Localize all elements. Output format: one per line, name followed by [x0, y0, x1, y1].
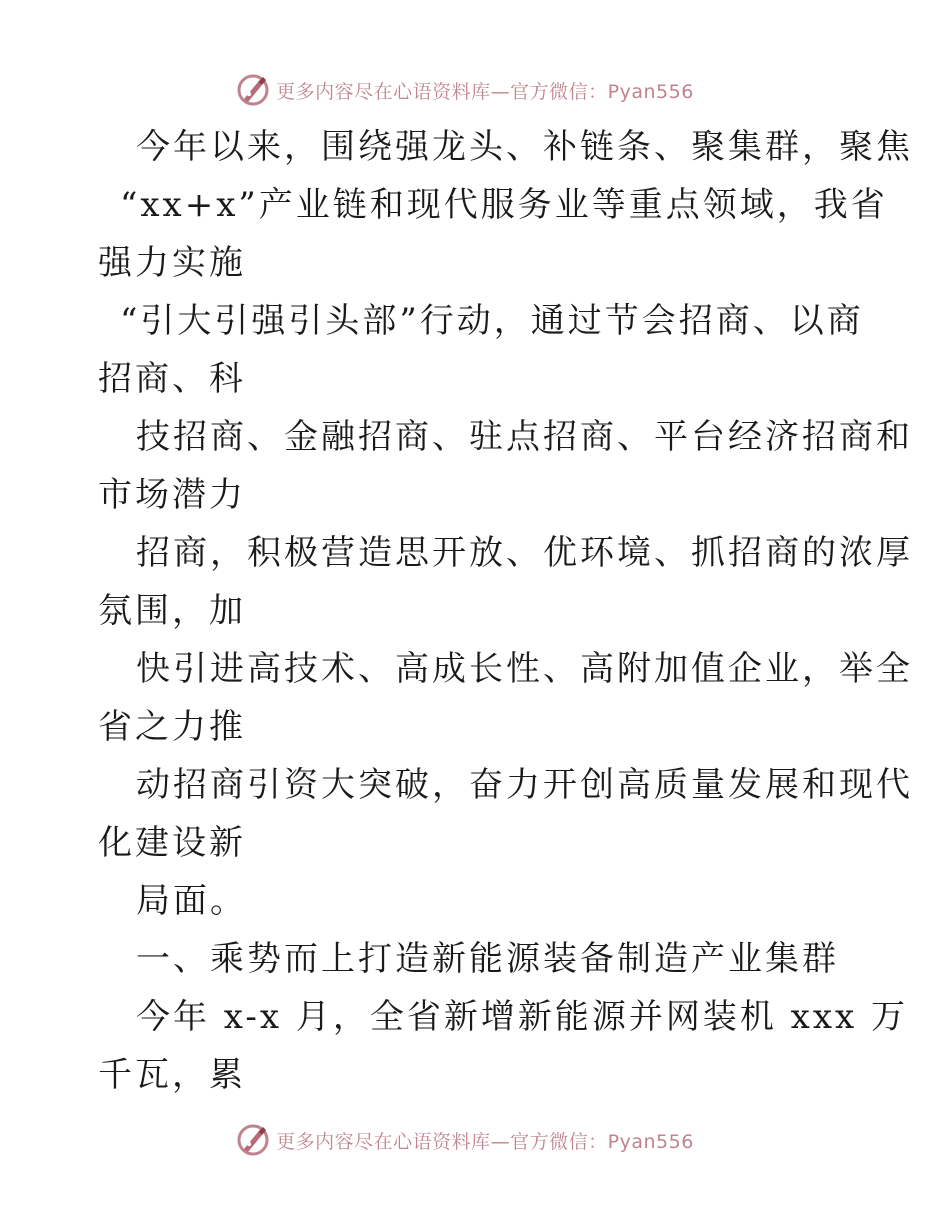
pen-logo-icon — [236, 73, 270, 107]
text-line: “xx+x”产业链和现代服务业等重点领域，我省 — [120, 185, 888, 225]
text-line: “引大引强引头部”行动，通过节会招商、以商 — [120, 301, 864, 341]
text-line: 市场潜力 — [98, 475, 246, 515]
banner-text: 更多内容尽在心语资料库—官方微信：Pyan556 — [276, 80, 694, 103]
text-line: 动招商引资大突破，奋力开创高质量发展和现代 — [136, 765, 913, 805]
text-line: 招商、科 — [98, 359, 246, 399]
text-line: 化建设新 — [98, 823, 246, 863]
pen-logo-icon — [236, 1123, 270, 1157]
text-line: 省之力推 — [98, 707, 246, 747]
text-line: 千瓦，累 — [98, 1055, 246, 1095]
text-line: 强力实施 — [98, 243, 246, 283]
text-line: 招商，积极营造思开放、优环境、抓招商的浓厚 — [136, 533, 913, 573]
text-line: 局面。 — [136, 881, 247, 921]
header-banner — [0, 70, 950, 110]
text-line: 今年以来，围绕强龙头、补链条、聚集群，聚焦 — [136, 127, 913, 167]
banner-text: 更多内容尽在心语资料库—官方微信：Pyan556 — [276, 1130, 694, 1153]
footer-banner — [0, 1120, 950, 1160]
text-line: 快引进高技术、高成长性、高附加值企业，举全 — [136, 649, 913, 689]
text-line: 今年 x-x 月，全省新增新能源并网装机 xxx 万 — [136, 997, 908, 1037]
text-line: 氛围，加 — [98, 591, 246, 631]
text-line: 技招商、金融招商、驻点招商、平台经济招商和 — [136, 417, 913, 457]
section-heading: 一、乘势而上打造新能源装备制造产业集群 — [136, 939, 839, 979]
